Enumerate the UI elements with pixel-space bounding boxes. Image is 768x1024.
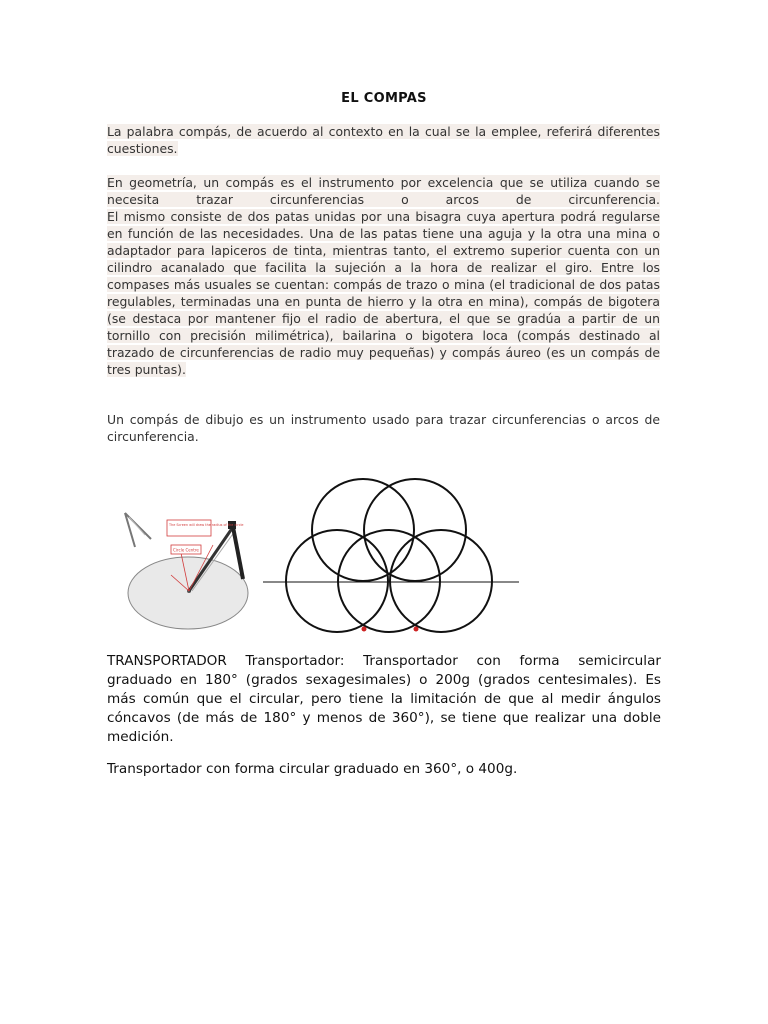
text-line: compases más usuales se cuentan: compás de trazo o mina (el tradicional de dos patas bbox=[107, 277, 660, 292]
text-line: En geometría, un compás es el instrumento por excelencia que se utiliza cuando se bbox=[107, 175, 660, 190]
text-line: en función de las necesidades. Una de las patas tiene una aguja y la otra una mina o bbox=[107, 226, 660, 241]
paragraph-drawing-compass bbox=[107, 411, 660, 445]
text-line: regulables, terminadas una en punta de hierro y la otra en mina), compás de bigotera bbox=[107, 294, 660, 309]
compass-drawing-illustration bbox=[121, 505, 261, 635]
text-line: TRANSPORTADOR Transportador: Transportador con forma semicircular bbox=[107, 653, 661, 669]
text-line: graduado en 180° (grados sexagesimales) o 200g (grados centesimales). Es bbox=[107, 672, 661, 688]
paragraph-transportador bbox=[107, 652, 661, 747]
intersection-point bbox=[362, 627, 367, 632]
text-line: tres puntas). bbox=[107, 362, 186, 377]
compass-icon bbox=[125, 513, 151, 547]
text-line: cilindro acanalado que facilita la sujeción a la hora de realizar el giro. Entre los bbox=[107, 260, 660, 275]
text-line: medición. bbox=[107, 729, 174, 745]
circles-construction-diagram bbox=[261, 478, 521, 643]
text-line: adaptador para lapiceros de tinta, mientras tanto, el extremo superior cuenta con un bbox=[107, 243, 660, 258]
text-line: tornillo con precisión milimétrica), bailarina o bigotera loca (compás destinado al bbox=[107, 328, 660, 343]
text-line: necesita trazar circunferencias o arcos de circunferencia. bbox=[107, 192, 660, 207]
paragraph-geometry bbox=[107, 174, 660, 378]
radius-label: The Screen will draw the radius of the circle bbox=[169, 523, 244, 527]
paragraph-intro bbox=[107, 123, 660, 157]
page-title: EL COMPAS bbox=[341, 91, 427, 106]
intersection-point bbox=[414, 627, 419, 632]
drawn-ellipse bbox=[128, 557, 248, 629]
text-line: más común que el circular, pero tiene la limitación de que al medir ángulos bbox=[107, 691, 661, 707]
text-line: La palabra compás, de acuerdo al contexto en la cual se la emplee, referirá diferentes bbox=[107, 124, 660, 139]
centre-label: Circle Centre bbox=[173, 547, 199, 553]
text-line: trazado de circunferencias de radio muy pequeñas) y compás áureo (es un compás de bbox=[107, 345, 660, 360]
paragraph-circular-protractor: Transportador con forma circular graduado en 360°, o 400g. bbox=[107, 761, 518, 777]
text-line: (se destaca por mantener fijo el radio de abertura, el que se gradúa a partir de un bbox=[107, 311, 660, 326]
text-line: Un compás de dibujo es un instrumento usado para trazar circunferencias o arcos de bbox=[107, 412, 660, 427]
text-line: cuestiones. bbox=[107, 141, 178, 156]
text-line: cóncavos (de más de 180° y menos de 360°), se tiene que realizar una doble bbox=[107, 710, 661, 726]
text-line: circunferencia. bbox=[107, 429, 199, 444]
text-line: El mismo consiste de dos patas unidas por una bisagra cuya apertura podrá regularse bbox=[107, 209, 660, 224]
